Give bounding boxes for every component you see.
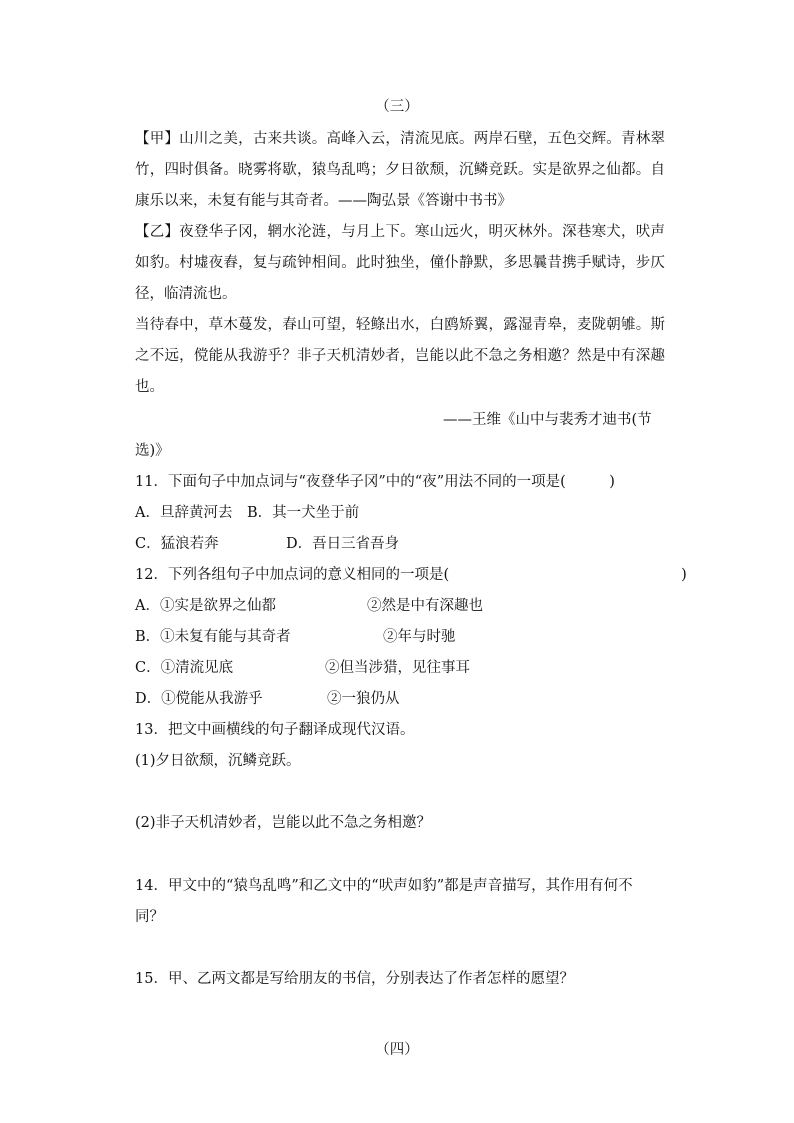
q13-sentence-2: (2)非子天机清妙者，岂能以此不急之务相邀？ bbox=[135, 815, 432, 831]
passage-b-source-cont: 选)》 bbox=[135, 443, 170, 459]
q12-option-a-2: ②然是中有深趣也 bbox=[367, 598, 483, 614]
q12-stem: 12．下列各组句子中加点词的意义相同的一项是( ) bbox=[135, 567, 687, 583]
q11-option-b: B．其一犬坐于前 bbox=[247, 505, 360, 521]
passage-b-paragraph-2: 当待春中，草木蔓发，春山可望，轻鲦出水，白鸥矫翼，露湿青皋，麦陇朝雊。斯之不远，傥能从我游乎？非子天机清妙者，岂能以此不急之务相邀？然是中有深趣也。 bbox=[135, 317, 665, 395]
q12-option-b-2: ②年与时驰 bbox=[383, 629, 456, 645]
q12-option-d-2: ②一狼仍从 bbox=[327, 691, 400, 707]
q11-stem: 11．下面句子中加点词与“夜登华子冈”中的“夜”用法不同的一项是( ) bbox=[135, 474, 615, 490]
q12-option-d-1: D．①傥能从我游乎 bbox=[135, 691, 263, 707]
passage-a: 【甲】山川之美，古来共谈。高峰入云，清流见底。两岸石壁，五色交辉。青林翠竹，四时俱备。晓雾将歇，猿鸟乱鸣；夕日欲颓，沉鳞竞跃。实是欲界之仙都。自康乐以来，未复有能与其奇者。——陶弘景《答谢中书书》 bbox=[135, 131, 665, 209]
q12-option-b-1: B．①未复有能与其奇者 bbox=[135, 629, 291, 645]
q12-option-c-2: ②但当涉猎，见往事耳 bbox=[325, 660, 470, 676]
passage-b-paragraph-1: 【乙】夜登华子冈，辋水沦涟，与月上下。寒山远火，明灭林外。深巷寒犬，吠声如豹。村墟夜舂，复与疏钟相间。此时独坐，僮仆静默，多思曩昔携手赋诗，步仄径，临清流也。 bbox=[135, 224, 665, 302]
q11-option-a: A．旦辞黄河去 bbox=[135, 505, 233, 521]
q11-option-d: D．吾日三省吾身 bbox=[286, 536, 400, 552]
section-4-title: （四） bbox=[375, 1042, 419, 1058]
q11-option-c: C．猛浪若奔 bbox=[135, 536, 219, 552]
q14-stem-cont: 同？ bbox=[135, 909, 164, 925]
q13-sentence-1: (1)夕日欲颓，沉鳞竞跃。 bbox=[135, 753, 301, 769]
q15-stem: 15．甲、乙两文都是写给朋友的书信，分别表达了作者怎样的愿望？ bbox=[135, 971, 574, 987]
section-3-title: （三） bbox=[375, 99, 419, 115]
passage-b-source: ——王维《山中与裴秀才迪书(节 bbox=[443, 412, 652, 428]
q14-stem: 14．甲文中的“猿鸟乱鸣”和乙文中的“吠声如豹”都是声音描写，其作用有何不 bbox=[135, 878, 633, 894]
q12-option-a-1: A．①实是欲界之仙都 bbox=[135, 598, 276, 614]
q12-option-c-1: C．①清流见底 bbox=[135, 660, 234, 676]
q13-stem: 13．把文中画横线的句子翻译成现代汉语。 bbox=[135, 722, 415, 738]
